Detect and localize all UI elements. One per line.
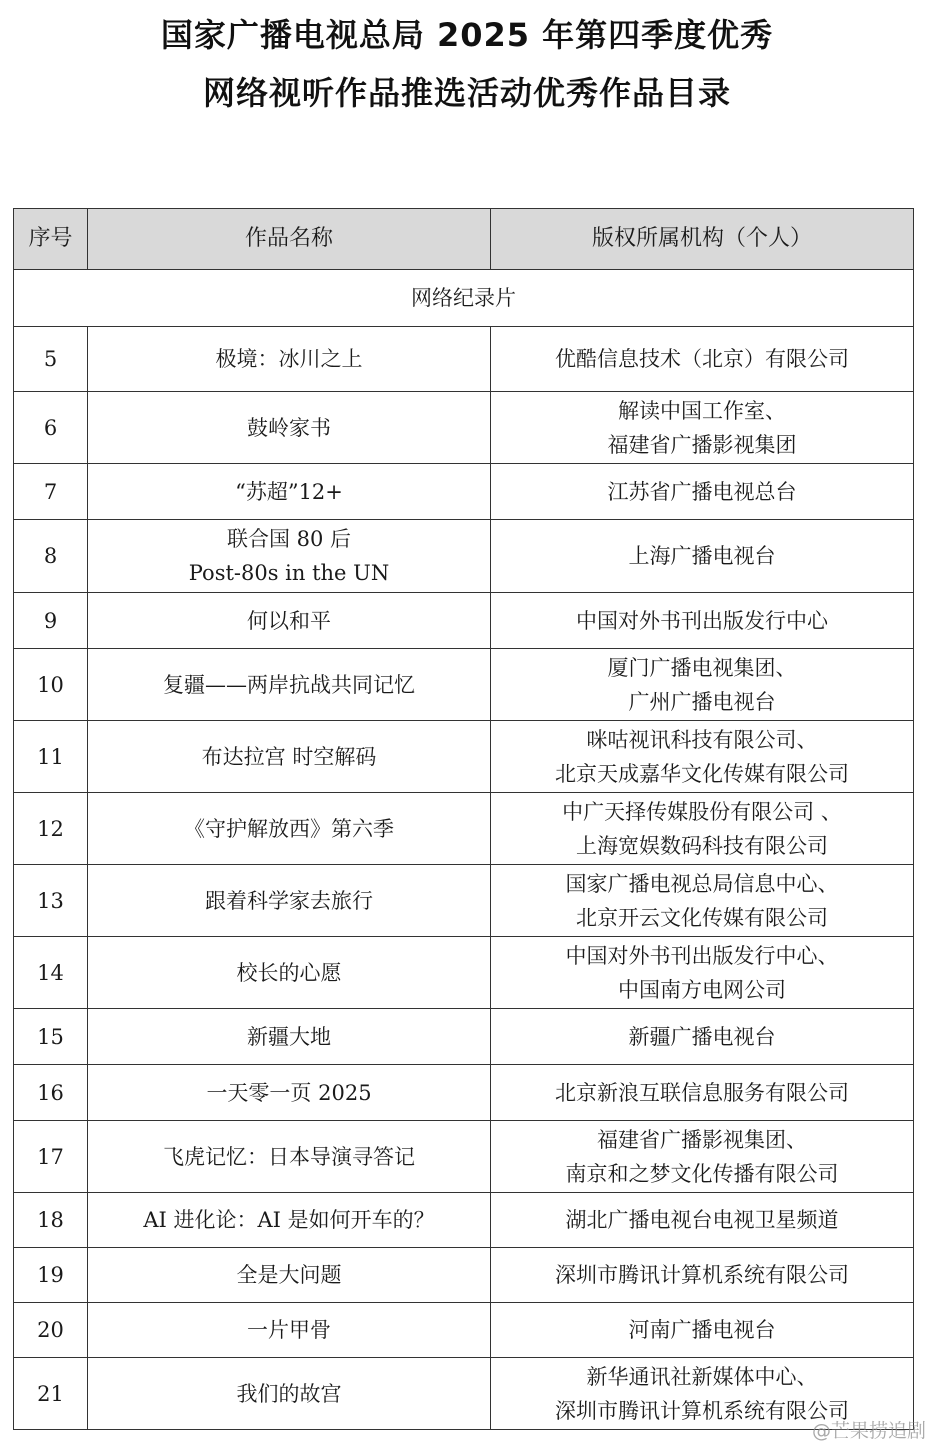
work-title <box>88 1303 491 1358</box>
copyright-owner <box>491 1193 914 1248</box>
row-number: 17 <box>14 1121 88 1193</box>
work-title-line: 何以和平 <box>247 608 331 633</box>
document-title-line-2: 网络视听作品推选活动优秀作品目录 <box>202 74 731 112</box>
copyright-owner-line: 新华通讯社新媒体中心、 <box>586 1364 818 1389</box>
table-row <box>14 937 914 1009</box>
copyright-owner-line: 湖北广播电视台电视卫星频道 <box>565 1208 839 1232</box>
header-title: 作品名称 <box>88 209 491 270</box>
work-title <box>88 520 491 593</box>
copyright-owner <box>491 520 914 593</box>
copyright-owner-line: 广州广播电视台 <box>628 689 776 714</box>
row-number: 14 <box>14 937 88 1009</box>
copyright-owner-line: 厦门广播电视集团、 <box>607 655 797 680</box>
row-number: 9 <box>14 593 88 649</box>
row-number: 13 <box>14 865 88 937</box>
copyright-owner-line: 上海广播电视台 <box>628 544 776 568</box>
copyright-owner-line: 新疆广播电视台 <box>628 1024 776 1049</box>
catalog-table <box>13 208 914 1430</box>
copyright-owner-line: 上海宽娱数码科技有限公司 <box>576 833 828 858</box>
copyright-owner <box>491 793 914 865</box>
copyright-owner-line: 解读中国工作室、 <box>618 398 786 423</box>
table-row <box>14 1193 914 1248</box>
work-title <box>88 793 491 865</box>
table-row <box>14 1065 914 1121</box>
work-title-line: Post-80s in the UN <box>188 561 390 585</box>
work-title-line: 一天零一页 2025 <box>206 1080 372 1105</box>
row-number: 5 <box>14 327 88 392</box>
work-title <box>88 649 491 721</box>
copyright-owner <box>491 1009 914 1065</box>
work-title <box>88 937 491 1009</box>
copyright-owner <box>491 865 914 937</box>
work-title <box>88 464 491 520</box>
copyright-owner-line: 中国南方电网公司 <box>618 977 786 1002</box>
table-row <box>14 649 914 721</box>
row-number: 12 <box>14 793 88 865</box>
row-number: 7 <box>14 464 88 520</box>
work-title-line: 我们的故宫 <box>236 1381 342 1406</box>
copyright-owner <box>491 937 914 1009</box>
copyright-owner-line: 福建省广播影视集团、 <box>597 1127 807 1152</box>
table-row <box>14 793 914 865</box>
copyright-owner-line: 河南广播电视台 <box>628 1318 776 1342</box>
work-title <box>88 1121 491 1193</box>
table-row <box>14 1009 914 1065</box>
work-title-line: 鼓岭家书 <box>247 415 331 440</box>
table-row <box>14 392 914 464</box>
copyright-owner-line: 深圳市腾讯计算机系统有限公司 <box>555 1398 849 1423</box>
copyright-owner-line: 北京天成嘉华文化传媒有限公司 <box>555 761 849 786</box>
table-row <box>14 327 914 392</box>
copyright-owner <box>491 1121 914 1193</box>
table-row <box>14 1303 914 1358</box>
copyright-owner-line: 江苏省广播电视总台 <box>607 479 797 504</box>
table-row <box>14 865 914 937</box>
row-number: 18 <box>14 1193 88 1248</box>
row-number: 15 <box>14 1009 88 1065</box>
work-title <box>88 392 491 464</box>
work-title-line: 布达拉宫 时空解码 <box>201 744 377 769</box>
table-row <box>14 464 914 520</box>
copyright-owner-line: 中广天择传媒股份有限公司 、 <box>562 799 842 824</box>
work-title-line: 极境：冰川之上 <box>215 347 363 371</box>
copyright-owner-line: 南京和之梦文化传播有限公司 <box>565 1161 839 1186</box>
work-title-line: 《守护解放西》第六季 <box>184 816 394 841</box>
work-title-line: “苏超”12+ <box>235 479 343 504</box>
work-title-line: 校长的心愿 <box>236 960 342 985</box>
copyright-owner-line: 优酷信息技术（北京）有限公司 <box>555 347 849 371</box>
row-number: 16 <box>14 1065 88 1121</box>
table-row <box>14 520 914 593</box>
copyright-owner <box>491 392 914 464</box>
copyright-owner-line: 福建省广播影视集团 <box>607 432 797 457</box>
table-row <box>14 1121 914 1193</box>
row-number: 8 <box>14 520 88 593</box>
copyright-owner-line: 深圳市腾讯计算机系统有限公司 <box>555 1263 849 1287</box>
copyright-owner-line: 中国对外书刊出版发行中心、 <box>565 943 839 968</box>
row-number: 19 <box>14 1248 88 1303</box>
work-title <box>88 1358 491 1430</box>
work-title-line: 复疆——两岸抗战共同记忆 <box>163 672 415 697</box>
section-label: 网络纪录片 <box>14 270 914 327</box>
header-number: 序号 <box>14 209 88 270</box>
header-owner: 版权所属机构（个人） <box>491 209 914 270</box>
work-title <box>88 1248 491 1303</box>
work-title-line: 跟着科学家去旅行 <box>205 888 373 913</box>
work-title <box>88 327 491 392</box>
row-number: 10 <box>14 649 88 721</box>
copyright-owner-line: 北京新浪互联信息服务有限公司 <box>555 1080 849 1105</box>
work-title-line: AI 进化论：AI 是如何开车的？ <box>143 1208 435 1232</box>
row-number: 21 <box>14 1358 88 1430</box>
copyright-owner <box>491 649 914 721</box>
section-row <box>14 270 914 327</box>
table-row <box>14 721 914 793</box>
row-number: 11 <box>14 721 88 793</box>
copyright-owner <box>491 464 914 520</box>
row-number: 20 <box>14 1303 88 1358</box>
copyright-owner-line: 国家广播电视总局信息中心、 <box>565 871 839 896</box>
copyright-owner <box>491 1303 914 1358</box>
copyright-owner-line: 中国对外书刊出版发行中心 <box>576 608 828 633</box>
table-row <box>14 1358 914 1430</box>
work-title-line: 一片甲骨 <box>247 1318 331 1342</box>
table-row <box>14 593 914 649</box>
copyright-owner <box>491 327 914 392</box>
copyright-owner <box>491 1248 914 1303</box>
table-row <box>14 1248 914 1303</box>
work-title-line: 联合国 80 后 <box>226 527 352 551</box>
work-title <box>88 1009 491 1065</box>
copyright-owner-line: 北京开云文化传媒有限公司 <box>576 905 828 930</box>
work-title-line: 全是大问题 <box>236 1263 342 1287</box>
document-title-line-1: 国家广播电视总局 2025 年第四季度优秀 <box>160 16 774 54</box>
table-header-row <box>14 209 914 270</box>
work-title-line: 飞虎记忆：日本导演寻答记 <box>163 1144 415 1169</box>
copyright-owner <box>491 721 914 793</box>
work-title <box>88 1065 491 1121</box>
row-number: 6 <box>14 392 88 464</box>
work-title <box>88 721 491 793</box>
copyright-owner-line: 咪咕视讯科技有限公司、 <box>586 727 818 752</box>
work-title <box>88 593 491 649</box>
copyright-owner <box>491 593 914 649</box>
work-title-line: 新疆大地 <box>247 1024 331 1049</box>
copyright-owner <box>491 1065 914 1121</box>
work-title <box>88 1193 491 1248</box>
watermark: @芒果捞追剧 <box>811 1420 926 1442</box>
work-title <box>88 865 491 937</box>
